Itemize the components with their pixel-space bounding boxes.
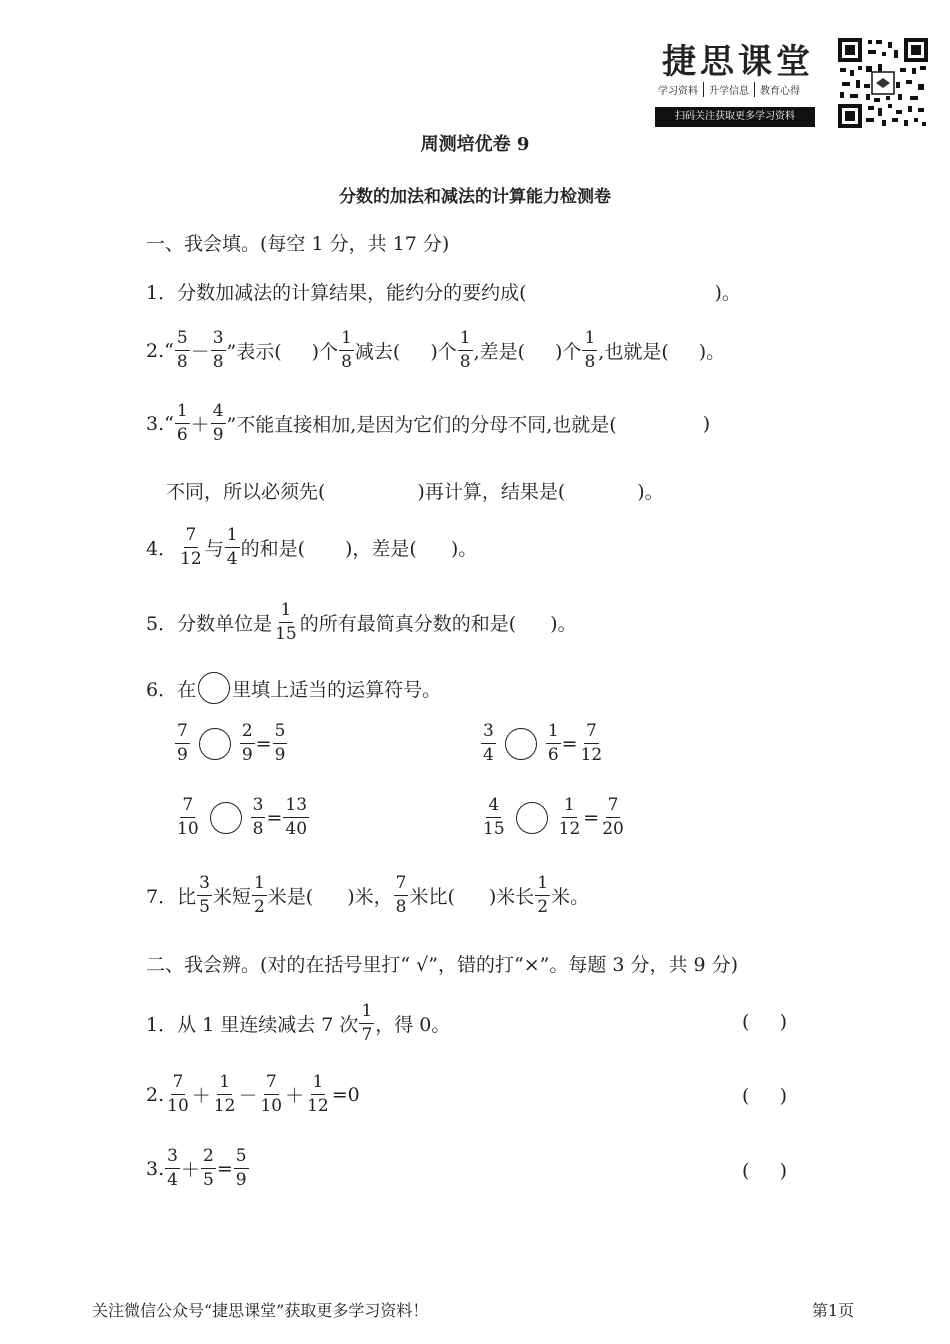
fraction: $\frac{5}{8}$ bbox=[176, 328, 188, 372]
question-4 bbox=[146, 527, 477, 568]
fraction: $\frac{3}{5}$ bbox=[199, 873, 210, 917]
q3-text: ”不能直接相加,是因为它们的分母不同,也就是( bbox=[226, 414, 617, 436]
q4-text: )。 bbox=[450, 538, 478, 560]
q2-text: ,也就是( bbox=[598, 341, 669, 363]
equation-row2-right bbox=[480, 797, 627, 838]
fraction: $\frac{1}{2}$ bbox=[537, 873, 549, 917]
q5-text: 5．分数单位是 bbox=[146, 613, 273, 635]
fraction: $\frac{1}{2}$ bbox=[253, 873, 265, 917]
section-heading-text: 二、我会辨。(对的在括号里打“ √”，错的打“×”。每题 3 分，共 9 分) bbox=[146, 954, 739, 976]
question-6 bbox=[146, 672, 441, 704]
fraction: $\frac{7}{10}$ bbox=[260, 1072, 283, 1116]
q4-text: 4． bbox=[146, 538, 178, 560]
section2-heading bbox=[146, 950, 738, 977]
fraction: $\frac{1}{4}$ bbox=[226, 525, 238, 569]
section-heading-text: 一、我会填。(每空 1 分，共 17 分) bbox=[146, 233, 450, 255]
fraction: $\frac{1}{12}$ bbox=[307, 1072, 329, 1116]
page-subtitle: 分数的加法和减法的计算能力检测卷 bbox=[339, 187, 611, 207]
plus-sign: ＋ bbox=[191, 1085, 211, 1107]
answer-bracket[interactable]: ( ) bbox=[742, 1085, 788, 1107]
q2-text: ,差是( bbox=[473, 341, 526, 363]
q2-text: )。 bbox=[698, 341, 726, 363]
q7-text: 7．比 bbox=[146, 886, 197, 908]
q7-text: 米短 bbox=[212, 886, 251, 908]
fraction: $\frac{13}{40}$ bbox=[285, 795, 308, 839]
plus-sign: ＋ bbox=[285, 1085, 305, 1107]
question-1 bbox=[146, 278, 741, 305]
brand-tags bbox=[658, 82, 800, 97]
answer-bracket[interactable]: ( ) bbox=[742, 1011, 788, 1033]
s2q1-text: 1．从 1 里连续减去 7 次 bbox=[146, 1014, 359, 1036]
fraction: $\frac{1}{8}$ bbox=[459, 328, 471, 372]
question-7 bbox=[146, 875, 589, 916]
qr-code-image bbox=[838, 38, 928, 128]
fraction: $\frac{1}{6}$ bbox=[547, 721, 559, 765]
brand-tag: 学习资料 bbox=[658, 82, 704, 97]
fraction: $\frac{3}{4}$ bbox=[483, 721, 494, 765]
question-3 bbox=[146, 403, 710, 444]
fraction: $\frac{4}{9}$ bbox=[212, 401, 224, 445]
q7-text: 米。 bbox=[551, 886, 590, 908]
question-3-line2 bbox=[166, 477, 664, 504]
plus-sign: ＋ bbox=[190, 414, 210, 436]
fraction: $\frac{7}{9}$ bbox=[177, 721, 188, 765]
fraction: $\frac{1}{15}$ bbox=[275, 600, 297, 644]
brand-name: 捷思课堂 bbox=[662, 42, 814, 82]
question-5 bbox=[146, 602, 577, 643]
q2-text: )个 bbox=[430, 341, 457, 363]
fraction: $\frac{7}{8}$ bbox=[395, 873, 407, 917]
minus-sign: － bbox=[190, 341, 210, 363]
fraction: $\frac{1}{6}$ bbox=[176, 401, 188, 445]
equation-row1-right bbox=[480, 723, 605, 764]
fraction: $\frac{3}{8}$ bbox=[252, 795, 264, 839]
judge-question-2 bbox=[146, 1074, 360, 1115]
fraction: $\frac{7}{12}$ bbox=[180, 525, 202, 569]
operator-circle[interactable] bbox=[210, 802, 242, 834]
q2-text: 2.“ bbox=[146, 339, 174, 362]
q5-text: )。 bbox=[550, 613, 577, 635]
q2-text: ”表示( bbox=[226, 341, 282, 363]
q2-text: )个 bbox=[555, 341, 582, 363]
page-title: 周测培优卷 9 bbox=[420, 134, 530, 155]
q5-text: 的所有最简真分数的和是( bbox=[299, 613, 517, 635]
s2q2-text: =0 bbox=[331, 1083, 360, 1106]
minus-sign: － bbox=[238, 1085, 258, 1107]
section1-heading bbox=[146, 229, 449, 256]
q3-text: ) bbox=[702, 412, 711, 435]
fraction: $\frac{5}{9}$ bbox=[274, 721, 286, 765]
equals-sign: = bbox=[216, 1157, 233, 1180]
q7-text: 米是( bbox=[267, 886, 314, 908]
equation-row2-left bbox=[174, 797, 310, 838]
fraction: $\frac{7}{10}$ bbox=[177, 795, 199, 839]
fraction: $\frac{1}{12}$ bbox=[213, 1072, 236, 1116]
fraction: $\frac{2}{5}$ bbox=[202, 1146, 214, 1190]
page-number: 第1页 bbox=[812, 1301, 855, 1320]
equation-row1-left bbox=[174, 723, 288, 764]
answer-bracket[interactable]: ( ) bbox=[742, 1160, 788, 1182]
fraction: $\frac{7}{20}$ bbox=[602, 795, 624, 839]
circle-blank[interactable] bbox=[198, 672, 230, 704]
footer-note: 关注微信公众号“捷思课堂”获取更多学习资料！ bbox=[92, 1301, 429, 1320]
q1-text-end: )。 bbox=[714, 282, 741, 304]
scan-banner: 扫码关注获取更多学习资料 bbox=[655, 107, 815, 127]
operator-circle[interactable] bbox=[505, 728, 537, 760]
brand-tag: 教育心得 bbox=[760, 86, 800, 97]
judge-question-1 bbox=[146, 1003, 450, 1044]
fraction: $\frac{3}{4}$ bbox=[167, 1146, 178, 1190]
fraction: $\frac{2}{9}$ bbox=[241, 721, 253, 765]
q2-text: 减去( bbox=[354, 341, 401, 363]
fraction: $\frac{1}{8}$ bbox=[584, 328, 596, 372]
q6-text: 6．在 bbox=[146, 678, 197, 701]
equals-sign: = bbox=[266, 806, 283, 829]
q3-text: 不同，所以必须先( bbox=[166, 481, 326, 503]
q3-text: )。 bbox=[637, 481, 664, 503]
equals-sign: = bbox=[561, 732, 578, 755]
fraction: $\frac{7}{10}$ bbox=[167, 1072, 189, 1116]
judge-question-3 bbox=[146, 1148, 250, 1189]
fraction: $\frac{1}{12}$ bbox=[558, 795, 581, 839]
q4-text: )，差是( bbox=[345, 538, 417, 560]
plus-sign: ＋ bbox=[180, 1159, 200, 1181]
operator-circle[interactable] bbox=[516, 802, 548, 834]
q6-text: 里填上适当的运算符号。 bbox=[232, 678, 442, 701]
q7-text: )米长 bbox=[488, 886, 535, 908]
q2-text: )个 bbox=[311, 341, 339, 363]
s2q1-text: ，得 0。 bbox=[375, 1014, 451, 1036]
q7-text: 米比( bbox=[409, 886, 455, 908]
equals-sign: = bbox=[583, 806, 600, 829]
fraction: $\frac{7}{12}$ bbox=[580, 721, 603, 765]
fraction: $\frac{1}{8}$ bbox=[341, 328, 352, 372]
question-2 bbox=[146, 330, 725, 371]
operator-circle[interactable] bbox=[199, 728, 231, 760]
q4-text: 与 bbox=[204, 538, 224, 560]
q3-text: 3.“ bbox=[146, 412, 174, 435]
fraction: $\frac{4}{15}$ bbox=[483, 795, 505, 839]
equals-sign: = bbox=[255, 732, 272, 755]
s2q2-text: 2. bbox=[146, 1083, 165, 1106]
fraction: $\frac{3}{8}$ bbox=[212, 328, 224, 372]
q1-text: 1．分数加减法的计算结果，能约分的要约成( bbox=[146, 282, 527, 304]
q3-text: )再计算，结果是( bbox=[417, 481, 566, 503]
brand-tag: 升学信息 bbox=[704, 82, 755, 97]
q4-text: 的和是( bbox=[240, 538, 305, 560]
fraction: $\frac{5}{9}$ bbox=[235, 1146, 247, 1190]
q7-text: )米， bbox=[347, 886, 393, 908]
s2q3-text: 3. bbox=[146, 1157, 165, 1180]
fraction: $\frac{1}{7}$ bbox=[361, 1001, 373, 1045]
